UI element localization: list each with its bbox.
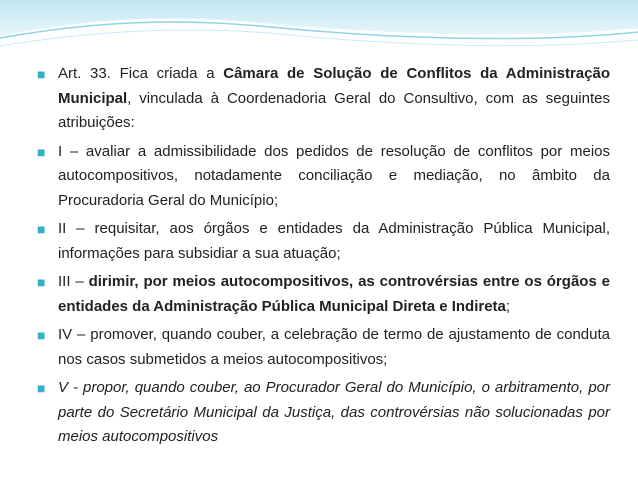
article-content xyxy=(37,62,610,454)
item-text: II – requisitar, aos órgãos e entidades da Administração Pública Municipal, informações para subsidiar a sua atuação; xyxy=(58,220,610,262)
item-text: I – avaliar a admissibilidade dos pedidos de resolução de conflitos por meios autocompositivos, notadamente conciliação e mediação, no âmbito da Procuradoria Geral do Município; xyxy=(58,142,610,209)
bullet-icon: ■ xyxy=(37,380,46,396)
item-text: IV – promover, quando couber, a celebração de termo de ajustamento de conduta nos casos submetidos a meios autocompositivos; xyxy=(58,326,610,368)
item-bold-text: dirimir, por meios autocompositivos, as controvérsias entre os órgãos e entidades da Administração Pública Municipal Direta e Indireta xyxy=(58,273,610,315)
list-item-v xyxy=(37,376,610,450)
list-item-art33 xyxy=(37,62,610,136)
bullet-icon: ■ xyxy=(37,221,46,237)
item-text: ; xyxy=(505,297,511,315)
header-decoration xyxy=(0,0,638,60)
bullet-icon: ■ xyxy=(37,274,46,290)
bullet-icon: ■ xyxy=(37,143,46,160)
item-bold-text: Câmara de Solução de Conflitos da Administração Municipal xyxy=(58,65,610,107)
bullet-icon: ■ xyxy=(37,66,46,82)
bullet-icon: ■ xyxy=(37,327,46,343)
item-text: Art. 33. Fica criada a xyxy=(58,65,224,82)
list-item-iii xyxy=(37,270,610,319)
item-text: , vinculada à Coordenadoria Geral do Consultivo, com as seguintes atribuições: xyxy=(58,89,610,131)
list-item-iv xyxy=(37,323,610,372)
list-item-ii xyxy=(37,217,610,266)
item-italic-text: V - propor, quando couber, ao Procurador Geral do Município, o arbitramento, por parte do Secretário Municipal da Justiça, das controvérsias não solucionadas por meios autocompositivos xyxy=(58,379,610,445)
list-item-i xyxy=(37,140,610,214)
item-text: III – xyxy=(58,273,89,290)
